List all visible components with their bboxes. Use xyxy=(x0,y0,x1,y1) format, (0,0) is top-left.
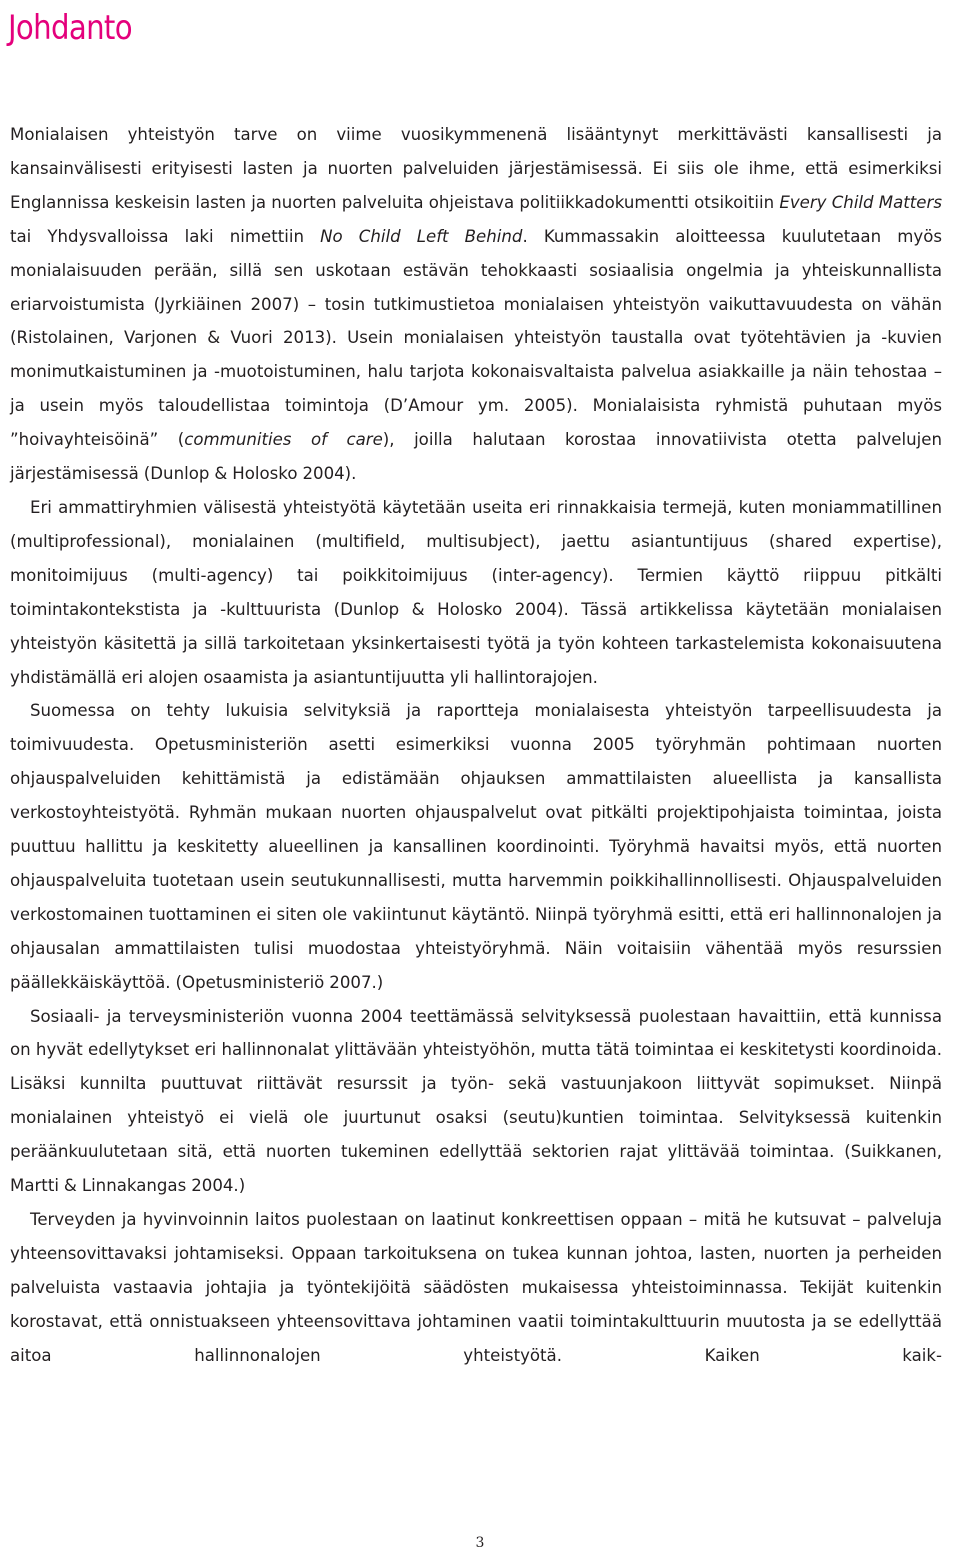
paragraph-3: Suomessa on tehty lukuisia selvityksiä ja raportteja monialaisesta yhteistyön tarpeellisuudesta ja toimivuudesta. Opetusministeriön asetti esimerkiksi vuonna 2005 työryhmän pohtimaan nuorten ohjauspalveluiden kehittämistä ja edistämään ohjauksen ammattilaisten alueellista ja kansallista verkostoyhteistyötä. Ryhmän mukaan nuorten ohjauspalvelut ovat pitkälti projektipohjaista toimintaa, joista puuttuu hallittu ja keskitetty alueellinen ja kansallinen koordinointi. Työryhmä havaitsi myös, että nuorten ohjauspalveluita tuotetaan usein seutukunnallisesti, mutta harvemmin poikkihallinnollisesti. Ohjauspalveluiden verkostomainen tuottaminen ei siten ole vakiintunut käytäntö. Niinpä työryhmä esitti, että eri hallinnonalojen ja ohjausalan ammattilaisten tulisi muodostaa yhteistyöryhmä. Näin voitaisiin vähentää myös resurssien päällekkäiskäyttöä. (Opetusministeriö 2007.) xyxy=(10,701,942,992)
paragraph-1-part-e: . Kummassakin aloitteessa kuulutetaan myös monialaisuuden perään, sillä sen uskotaan estävän tehokkaasti sosiaalisia ongelmia ja yhteiskunnallista eriarvoistumista (Jyrkiäinen 2007) – tosin tutkimustietoa monialaisen yhteistyön vaikuttavuudesta on vähän (Ristolainen, Varjonen & Vuori 2013). Usein monialaisen yhteistyön taustalla ovat työtehtävien ja -kuvien monimutkaistuminen ja -muotoistuminen, halu tarjota kokonaisvaltaista palvelua asiakkaille ja näin tehostaa – ja usein myös taloudellistaa toimintoja (D’Amour ym. 2005). Monialaisista ryhmistä puhutaan myös ”hoivayhteisöinä” ( xyxy=(10,226,943,450)
paragraph-4: Sosiaali- ja terveysministeriön vuonna 2004 teettämässä selvityksessä puolestaan havaittiin, että kunnissa on hyvät edellytykset eri hallinnonalat ylittävään yhteistyöhön, mutta tätä toimintaa ei keskitetysti koordinoida. Lisäksi kunnilta puuttuvat riittävät resurssit ja työn- sekä vastuunjakoon liittyvät sopimukset. Niinpä monialainen yhteistyö ei vielä ole juurtunut osaksi (seutu)kuntien toimintaa. Selvityksessä kuitenkin peräänkuulutetaan sitä, että nuorten tukeminen edellyttää sektorien rajat ylittävää toimintaa. (Suikkanen, Martti & Linnakangas 2004.) xyxy=(10,1006,942,1196)
paragraph-1-part-g: ), joilla halutaan korostaa innovatiivista otetta palvelujen järjestämisessä (Dunlop & Holosko 2004). xyxy=(10,430,942,484)
page-number: 3 xyxy=(475,1535,485,1551)
body-text xyxy=(10,118,942,1373)
paragraph-1-term-communities-of-care: communities of care xyxy=(184,430,383,450)
paragraph-5: Terveyden ja hyvinvoinnin laitos puolestaan on laatinut konkreettisen oppaan – mitä he kutsuvat – palveluja yhteensovittavaksi johtamiseksi. Oppaan tarkoituksena on tukea kunnan johtoa, lasten, nuorten ja perheiden palveluista vastaavia johtajia ja työntekijöitä säädösten mukaisessa yhteistoiminnassa. Tekijät kuitenkin korostavat, että onnistuakseen yhteensovittava johtaminen vaatii toimintakulttuurin muutosta ja se edellyttää aitoa hallinnonalojen yhteistyötä. Kaiken kaik- xyxy=(10,1210,942,1365)
paragraph-1-part-c: tai Yhdysvalloissa laki nimettiin xyxy=(10,226,321,246)
paragraph-1 xyxy=(10,118,942,491)
paragraph-1-title-no-child-left-behind: No Child Left Behind xyxy=(320,226,523,246)
paragraph-1-title-every-child-matters: Every Child Matters xyxy=(779,192,942,212)
chapter-heading: Johdanto xyxy=(8,8,132,48)
paragraph-2: Eri ammattiryhmien välisestä yhteistyötä käytetään useita eri rinnakkaisia termejä, kuten moniammatillinen (multiprofessional), monialainen (multifield, multisubject), jaettu asiantuntijuus (shared expertise), monitoimijuus (multi-agency) tai poikkitoimijuus (inter-agency). Termien käyttö riippuu pitkälti toimintakontekstista ja -kulttuurista (Dunlop & Holosko 2004). Tässä artikkelissa käytetään monialaisen yhteistyön käsitettä ja sillä tarkoitetaan yksinkertaisesti työtä ja työn kohteen tarkastelemista kokonaisuutena yhdistämällä eri alojen osaamista ja asiantuntijuutta yli hallintorajojen. xyxy=(10,497,942,687)
paragraph-1-part-a: Monialaisen yhteistyön tarve on viime vuosikymmenenä lisääntynyt merkittävästi kansallisesti ja kansainvälisesti erityisesti lasten ja nuorten palveluiden järjestämisessä. Ei siis ole ihme, että esimerkiksi Englannissa keskeisin lasten ja nuorten palveluita ohjeistava politiikkadokumentti otsikoitiin xyxy=(10,125,942,212)
